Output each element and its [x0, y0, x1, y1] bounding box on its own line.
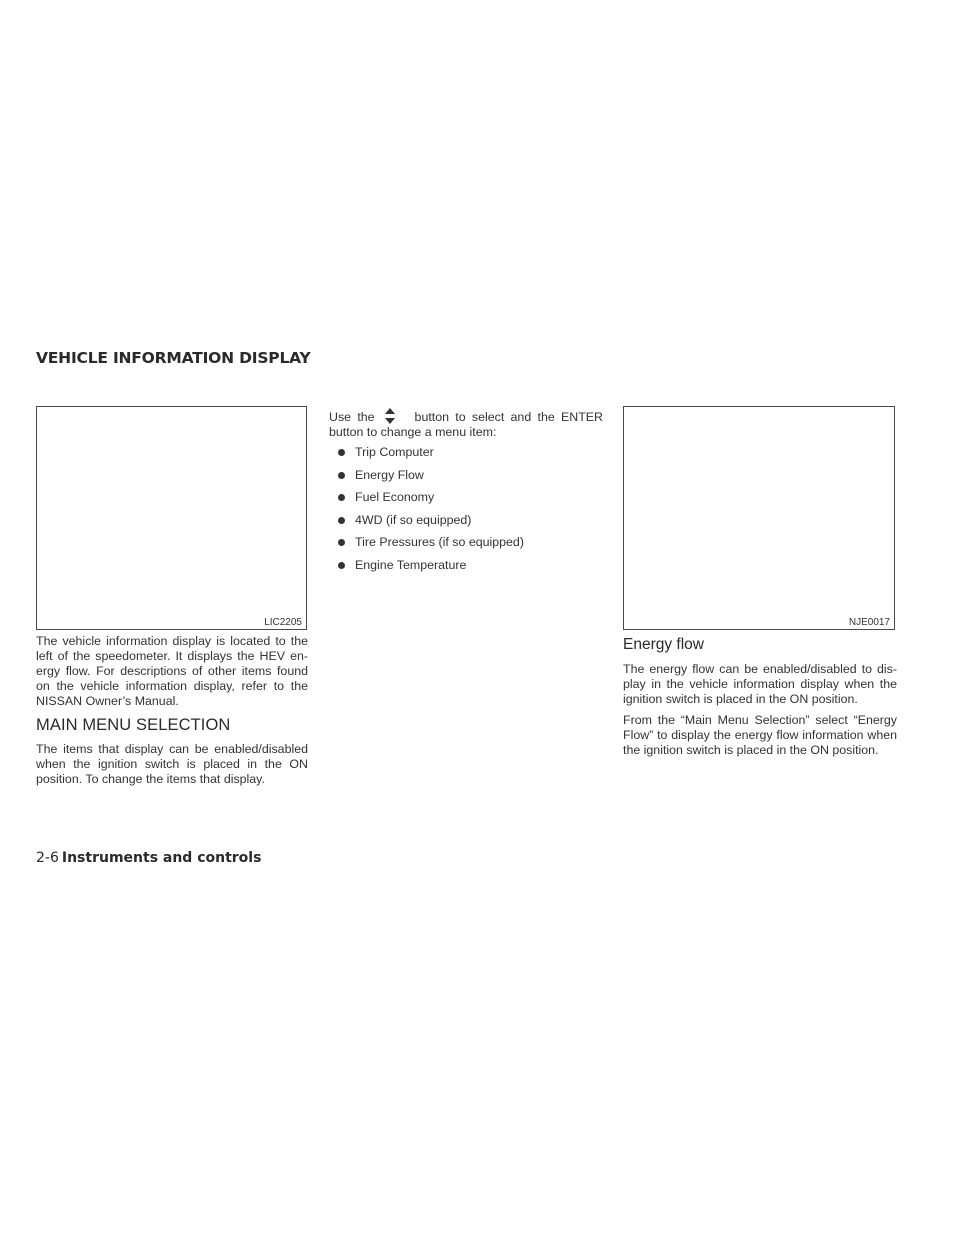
bullet-icon	[338, 539, 345, 546]
energy-flow-heading: Energy flow	[623, 636, 704, 653]
menu-item-list	[338, 445, 524, 580]
figure-left	[36, 406, 307, 630]
list-item: Engine Temperature	[338, 558, 524, 581]
up-down-arrow-icon	[383, 407, 397, 425]
page-number: 2-6	[36, 850, 59, 866]
menu-instructions	[329, 407, 603, 440]
use-the-text: Use the	[329, 410, 375, 424]
button-instructions: button to select and the ENTER button to change a menu item:	[329, 410, 603, 439]
figure-code-left: LIC2205	[264, 617, 302, 628]
energy-flow-paragraph-2: From the “Main Menu Selection” select “Energy Flow” to display the energy flow information when the ignition switch is placed in the ON position.	[623, 713, 897, 757]
main-menu-paragraph: The items that display can be enabled/disabled when the ignition switch is placed in the ON position. To change the items that display.	[36, 742, 308, 786]
main-menu-heading: MAIN MENU SELECTION	[36, 716, 231, 734]
section-title: VEHICLE INFORMATION DISPLAY	[36, 349, 311, 367]
bullet-icon	[338, 517, 345, 524]
bullet-icon	[338, 449, 345, 456]
list-item: Energy Flow	[338, 468, 524, 491]
bullet-icon	[338, 472, 345, 479]
bullet-icon	[338, 562, 345, 569]
chapter-title: Instruments and controls	[61, 850, 262, 866]
page-footer	[36, 849, 261, 866]
figure-code-right: NJE0017	[848, 617, 890, 628]
figure-right	[623, 406, 895, 630]
list-item: 4WD (if so equipped)	[338, 513, 524, 536]
list-item: Tire Pressures (if so equipped)	[338, 535, 524, 558]
bullet-icon	[338, 494, 345, 501]
list-item: Trip Computer	[338, 445, 524, 468]
list-item: Fuel Economy	[338, 490, 524, 513]
energy-flow-paragraph-1: The energy flow can be enabled/disabled to dis- play in the vehicle information display when the ignition switch is placed in the ON position.	[623, 662, 897, 706]
intro-paragraph: The vehicle information display is located to the left of the speedometer. It displays the HEV en- ergy flow. For descriptions of other items found on the vehicle information display, refer to the NISSAN Owner’s Manual.	[36, 634, 308, 708]
